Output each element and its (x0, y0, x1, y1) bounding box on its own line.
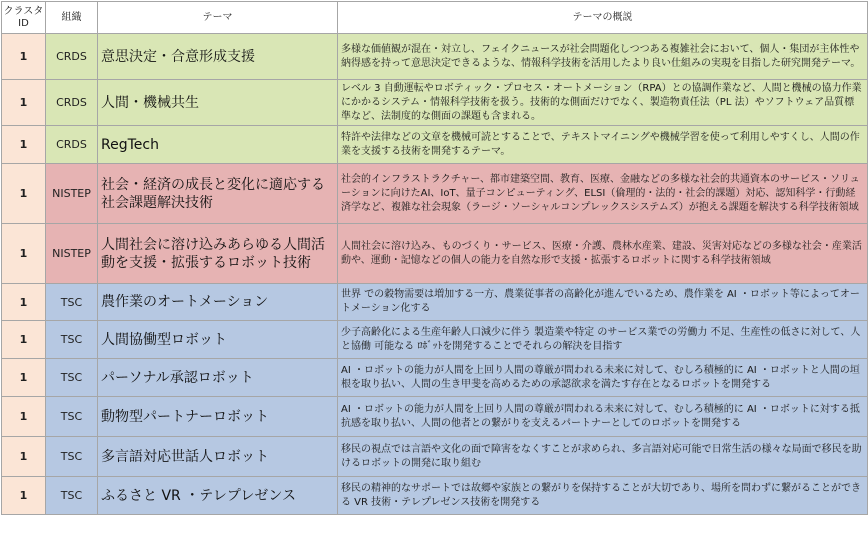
table-row (2, 437, 868, 477)
header-cluster-id: クラスタ ID (2, 2, 46, 34)
org-cell: TSC (46, 359, 98, 397)
table-row (2, 126, 868, 164)
summary-cell: 多様な価値観が混在・対立し、フェイクニュースが社会問題化しつつある複雑社会において、個人・集団が主体性や納得感を持って意思決定できるような、情報科学技術を活用したより良い仕組みの実現を目指した研究開発テーマ。 (338, 34, 868, 80)
cluster-id-cell: 1 (2, 126, 46, 164)
org-cell: NISTEP (46, 224, 98, 284)
header-row (2, 2, 868, 34)
org-cell: NISTEP (46, 164, 98, 224)
theme-cell: 人間社会に溶け込みあらゆる人間活動を支援・拡張するロボット技術 (98, 224, 338, 284)
cluster-id-cell: 1 (2, 284, 46, 321)
table-row (2, 321, 868, 359)
org-cell: CRDS (46, 126, 98, 164)
cluster-id-cell: 1 (2, 34, 46, 80)
theme-cell: 意思決定・合意形成支援 (98, 34, 338, 80)
table-row (2, 34, 868, 80)
theme-cell: RegTech (98, 126, 338, 164)
cluster-id-cell: 1 (2, 164, 46, 224)
table-row (2, 359, 868, 397)
org-cell: TSC (46, 477, 98, 515)
theme-cell: 人間・機械共生 (98, 80, 338, 126)
theme-cell: ふるさと VR ・テレプレゼンス (98, 477, 338, 515)
org-cell: TSC (46, 284, 98, 321)
header-org: 組織 (46, 2, 98, 34)
table-row (2, 284, 868, 321)
theme-cell: 動物型パートナーロボット (98, 397, 338, 437)
summary-cell: 移民の精神的なサポートでは故郷や家族との繋がりを保持することが大切であり、場所を問わずに繋がることができる VR 技術・テレプレゼンス技術を開発する (338, 477, 868, 515)
header-theme: テーマ (98, 2, 338, 34)
org-cell: TSC (46, 321, 98, 359)
theme-cell: パーソナル承認ロボット (98, 359, 338, 397)
summary-cell: AI ・ロボットの能力が人間を上回り人間の尊厳が問われる未来に対して、むしろ積極的に AI ・ロボットに対する抵抗感を取り払い、人間の他者との繋がりを支えるパートナーとしてのロボットを開発する (338, 397, 868, 437)
theme-cell: 人間協働型ロボット (98, 321, 338, 359)
org-cell: CRDS (46, 34, 98, 80)
cluster-id-cell: 1 (2, 437, 46, 477)
cluster-id-cell: 1 (2, 321, 46, 359)
table-row (2, 477, 868, 515)
theme-cell: 多言語対応世話人ロボット (98, 437, 338, 477)
cluster-id-cell: 1 (2, 224, 46, 284)
summary-cell: 移民の視点では言語や文化の面で障害をなくすことが求められ、多言語対応可能で日常生活の様々な局面で移民を助けるロボットの開発に取り組む (338, 437, 868, 477)
summary-cell: 世界 での穀物需要は増加する一方、農業従事者の高齢化が進んでいるため、農作業を AI ・ロボット等によってオートメーション化する (338, 284, 868, 321)
table-row (2, 224, 868, 284)
cluster-id-cell: 1 (2, 359, 46, 397)
org-cell: CRDS (46, 80, 98, 126)
table-row (2, 397, 868, 437)
org-cell: TSC (46, 397, 98, 437)
cluster-id-cell: 1 (2, 80, 46, 126)
summary-cell: 人間社会に溶け込み、ものづくり・サービス、医療・介護、農林水産業、建設、災害対応などの多様な社会・産業活動や、運動・記憶などの個人の能力を自然な形で支援・拡張するロボットに関する科学技術領域 (338, 224, 868, 284)
cluster-id-cell: 1 (2, 477, 46, 515)
table-row (2, 80, 868, 126)
header-summary: テーマの概説 (338, 2, 868, 34)
summary-cell: 社会的インフラストラクチャー、都市建築空間、教育、医療、金融などの多様な社会的共通資本のサービス・ソリューションに向けたAI、IoT、量子コンピューティング、ELSI（倫理的・法的・社会的課題）対応、認知科学・行動経済学など、複雑な社会現象（ラージ・ソーシャルコンプレックスシステムズ）が抱える課題を解決する科学技術領域 (338, 164, 868, 224)
theme-cell: 農作業のオートメーション (98, 284, 338, 321)
theme-cell: 社会・経済の成長と変化に適応する社会課題解決技術 (98, 164, 338, 224)
summary-cell: 特許や法律などの文章を機械可読とすることで、テキストマイニングや機械学習を使って利用しやすくし、人間の作業を支援する技術を開発するテーマ。 (338, 126, 868, 164)
org-cell: TSC (46, 437, 98, 477)
summary-cell: 少子高齢化による生産年齢人口減少に伴う 製造業や特定 のサービス業での労働力 不足、生産性の低さに対して、人と協働 可能なる ﾛﾎﾞｯﾄを開発することでそれらの解決を目指す (338, 321, 868, 359)
theme-table (1, 1, 868, 515)
table-row (2, 164, 868, 224)
cluster-id-cell: 1 (2, 397, 46, 437)
summary-cell: レベル 3 自動運転やロボティック・プロセス・オートメーション（RPA）との協調作業など、人間と機械の協力作業にかかるシステム・情報科学技術を扱う。技術的な側面だけでなく、製造物責任法（PL 法）やソフトウェア品質標準など、法制度的な側面の課題も含まれる。 (338, 80, 868, 126)
summary-cell: AI ・ロボットの能力が人間を上回り人間の尊厳が問われる未来に対して、むしろ積極的に AI ・ロボットと人間の垣根を取り払い、人間の生き甲斐を高めるための承認欲求を満たす存在となるロボットを開発する (338, 359, 868, 397)
